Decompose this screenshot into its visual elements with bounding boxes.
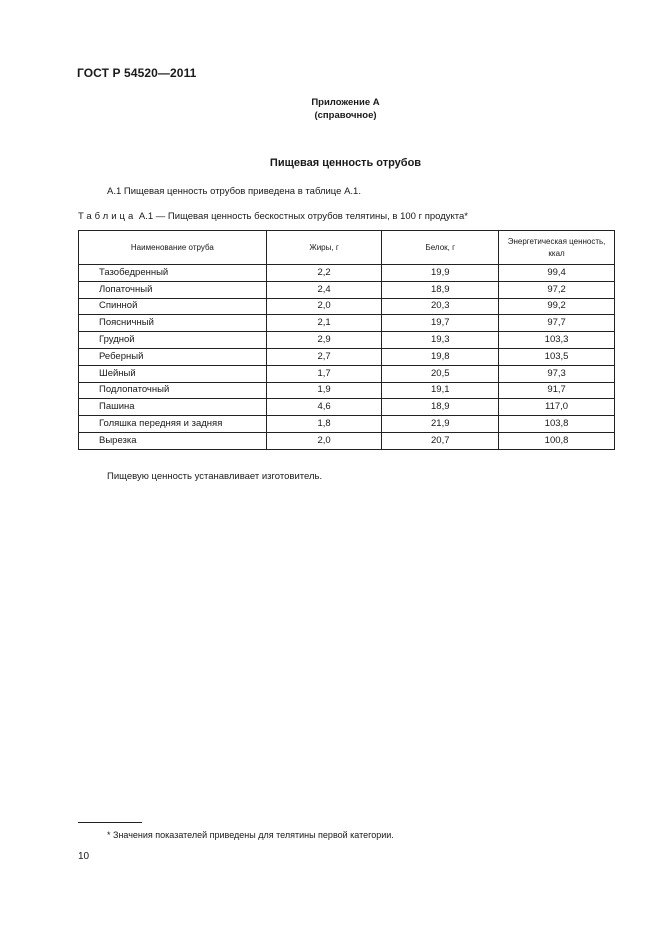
table-row — [79, 365, 615, 382]
value-cell: 2,0 — [266, 298, 382, 315]
table-row — [79, 416, 615, 433]
cut-name-cell: Вырезка — [79, 432, 267, 449]
value-cell: 2,4 — [266, 281, 382, 298]
value-cell: 4,6 — [266, 399, 382, 416]
value-cell: 103,3 — [499, 332, 615, 349]
intro-paragraph: А.1 Пищевая ценность отрубов приведена в таблице А.1. — [107, 186, 361, 197]
column-header: Энергетическая ценность, ккал — [499, 231, 615, 265]
cut-name-cell: Лопаточный — [79, 281, 267, 298]
cut-name-cell: Подлопаточный — [79, 382, 267, 399]
cut-name-cell: Реберный — [79, 348, 267, 365]
table-caption-text: А.1 — Пищевая ценность бескостных отрубов телятины, в 100 г продукта* — [138, 211, 468, 222]
value-cell: 21,9 — [382, 416, 499, 433]
cut-name-cell: Тазобедренный — [79, 265, 267, 282]
value-cell: 18,9 — [382, 281, 499, 298]
table-header-row — [79, 231, 615, 265]
value-cell: 97,2 — [499, 281, 615, 298]
value-cell: 19,9 — [382, 265, 499, 282]
value-cell: 117,0 — [499, 399, 615, 416]
table-row — [79, 265, 615, 282]
table-row — [79, 399, 615, 416]
value-cell: 20,7 — [382, 432, 499, 449]
cut-name-cell: Поясничный — [79, 315, 267, 332]
page-number: 10 — [78, 851, 90, 862]
table-row — [79, 382, 615, 399]
value-cell: 103,5 — [499, 348, 615, 365]
table-row — [79, 281, 615, 298]
value-cell: 100,8 — [499, 432, 615, 449]
value-cell: 2,0 — [266, 432, 382, 449]
cut-name-cell: Грудной — [79, 332, 267, 349]
footnote: * Значения показателей приведены для телятины первой категории. — [107, 830, 394, 840]
value-cell: 99,2 — [499, 298, 615, 315]
cut-name-cell: Голяшка передняя и задняя — [79, 416, 267, 433]
cut-name-cell: Шейный — [79, 365, 267, 382]
value-cell: 97,7 — [499, 315, 615, 332]
value-cell: 103,8 — [499, 416, 615, 433]
value-cell: 91,7 — [499, 382, 615, 399]
value-cell: 1,9 — [266, 382, 382, 399]
value-cell: 19,8 — [382, 348, 499, 365]
value-cell: 2,1 — [266, 315, 382, 332]
value-cell: 19,3 — [382, 332, 499, 349]
table-caption-label: Таблица — [78, 211, 137, 222]
nutrition-table — [78, 230, 615, 450]
document-header: ГОСТ Р 54520—2011 — [77, 66, 197, 80]
section-title: Пищевая ценность отрубов — [269, 157, 422, 169]
table-row — [79, 298, 615, 315]
cut-name-cell: Пашина — [79, 399, 267, 416]
table-row — [79, 432, 615, 449]
appendix-heading — [0, 96, 661, 122]
value-cell: 2,2 — [266, 265, 382, 282]
value-cell: 2,7 — [266, 348, 382, 365]
table-row — [79, 332, 615, 349]
note-text: Пищевую ценность устанавливает изготовитель. — [107, 471, 323, 482]
value-cell: 2,9 — [266, 332, 382, 349]
column-header: Белок, г — [382, 231, 499, 265]
column-header: Жиры, г — [266, 231, 382, 265]
value-cell: 20,5 — [382, 365, 499, 382]
value-cell: 19,1 — [382, 382, 499, 399]
value-cell: 20,3 — [382, 298, 499, 315]
table-caption — [78, 211, 468, 222]
column-header: Наименование отруба — [79, 231, 267, 265]
value-cell: 19,7 — [382, 315, 499, 332]
value-cell: 1,7 — [266, 365, 382, 382]
appendix-subtitle: (справочное) — [314, 110, 377, 121]
cut-name-cell: Спинной — [79, 298, 267, 315]
value-cell: 18,9 — [382, 399, 499, 416]
value-cell: 99,4 — [499, 265, 615, 282]
table-row — [79, 315, 615, 332]
appendix-title: Приложение А — [311, 97, 380, 108]
table-row — [79, 348, 615, 365]
footnote-divider — [78, 822, 142, 823]
value-cell: 1,8 — [266, 416, 382, 433]
value-cell: 97,3 — [499, 365, 615, 382]
